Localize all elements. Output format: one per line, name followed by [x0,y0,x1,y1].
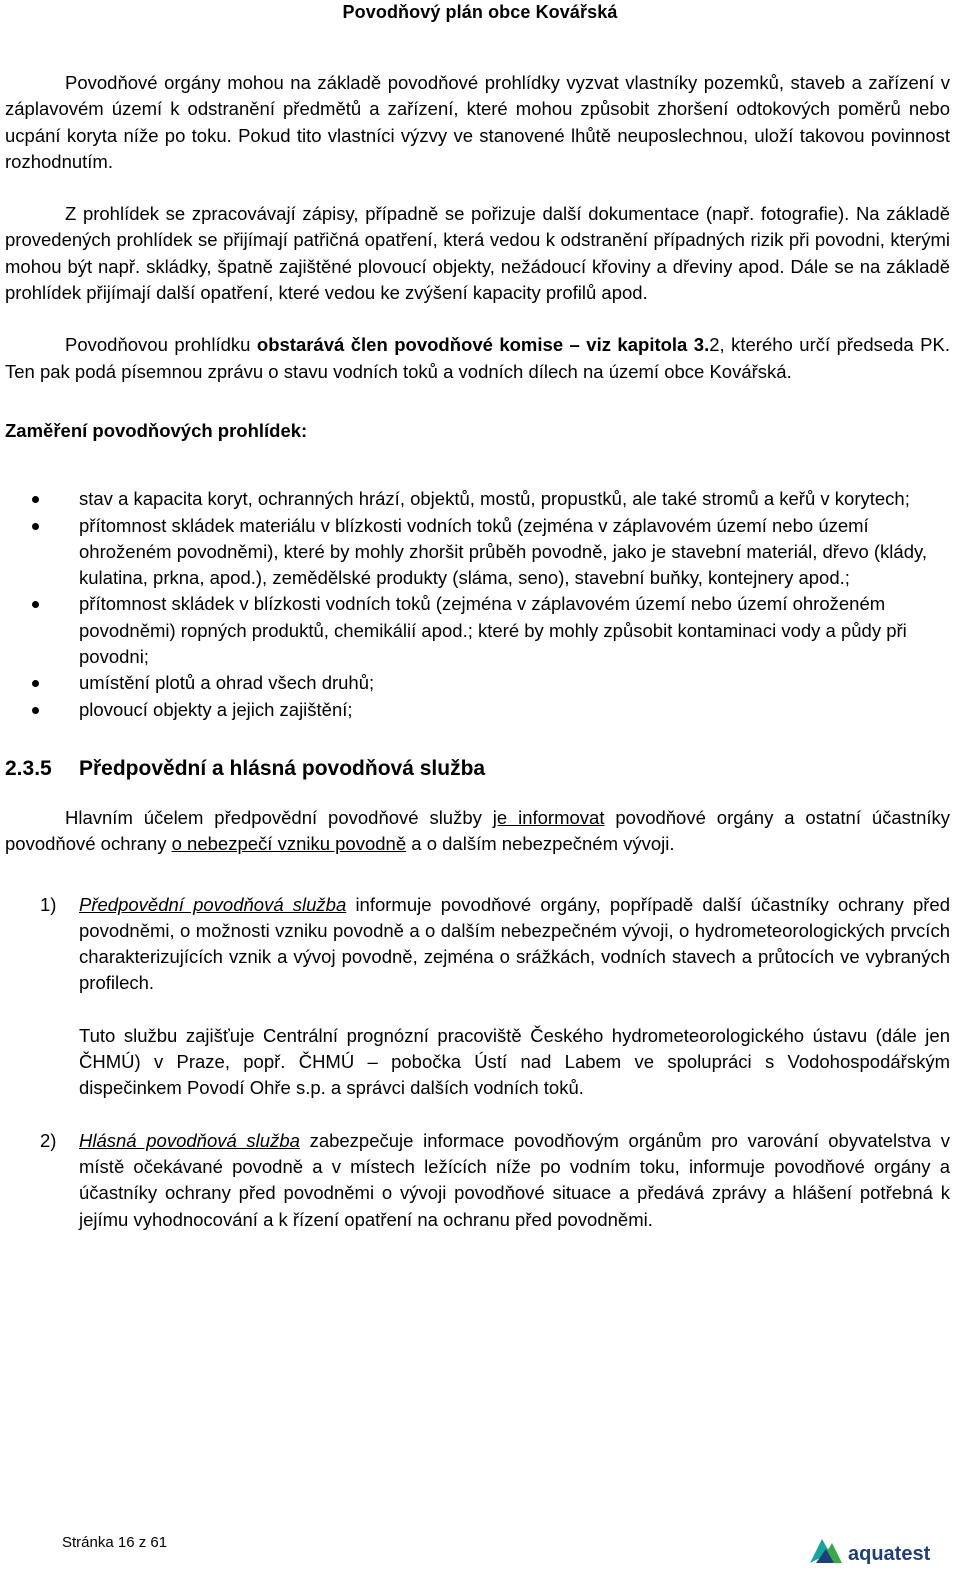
list-item: stav a kapacita koryt, ochranných hrází, objektů, mostů, propustků, ale také stromů a keřů v korytech; [5,486,950,512]
bullet-icon [32,523,39,530]
list-item-forecast-service: 1) Předpovědní povodňová služba informuje povodňové orgány, popřípadě další účastníky ochrany před povodněmi, o možnosti vzniku povodně a o dalším nebezpečném vývoji, o hydrometeorologických prvcích charakterizujících vznik a vývoj povodně, zejména o srážkách, vodních stavech a průtocích ve vybraných profilech. Tuto službu zajišťuje Centrální prognózní pracoviště Českého hydrometeorologického ústavu (dále jen ČHMÚ) v Praze, popř. ČHMÚ – pobočka Ústí nad Labem ve spolupráci s Vodohospodářským dispečinkem Povodí Ohře s.p. a správci dalších vodních toků. [5,892,950,1102]
paragraph-forecast-purpose: Hlavním účelem předpovědní povodňové služby je informovat povodňové orgány a ostatní účastníky povodňové ochrany o nebezpečí vzniku povodně a o dalším nebezpečném vývoji. [5,806,951,855]
bullet-icon [32,680,39,687]
p3-text-rest: , kterého určí předseda PK. Ten pak podá písemnou zprávu o stavu vodních toků a vodních dílech na území obce Kovářská. [5,334,950,382]
p3-text-chapter: 2 [709,334,720,356]
section-title: Předpovědní a hlásná povodňová služba [79,756,486,780]
section-number: 2.3.5 [5,756,52,780]
paragraph-inspection-records: Z prohlídek se zpracovávají zápisy, případně se pořizuje další dokumentace (např. fotografie). Na základě provedených prohlídek se přijímají patřičná opatření, která vedou k odstranění případných rizik při povodni, kterými mohou být např. skládky, špatně zajištěné plovoucí objekty, nežádoucí křoviny a dřeviny apod. Dále se na základě prohlídek přijímají další opatření, které vedou ke zvýšení kapacity profilů apod. [5,203,950,304]
paragraph-inspection-responsible [5,332,950,385]
list-item: plovoucí objekty a jejich zajištění; [5,697,950,723]
list-item-warning-service: 2) Hlásná povodňová služba zabezpečuje informace povodňovým orgánům pro varování obyvatelstva v místě očekávané povodně a v místech ležících níže po vodním toku, informuje povodňové orgány a účastníky ochrany před povodněmi o vývoji povodňové situace a předává zprávy a hlášení potřebná k jejímu vyhodnocování a k řízení opatření na ochranu před povodněmi. [40,1129,950,1230]
underlined-phrase: je informovat [492,806,605,828]
p3-text-a: Povodňovou prohlídku [65,334,257,356]
logo-mark-icon [810,1539,842,1563]
term-forecast-service: Předpovědní povodňová služba [79,893,347,915]
page-header-title: Povodňový plán obce Kovářská [342,2,618,22]
focus-list [5,486,950,723]
list-item: přítomnost skládek materiálu v blízkosti vodních toků (zejména v záplavovém území nebo území ohroženém povodněmi), které by mohly zhoršit průběh povodně, jako je stavební materiál, dřevo (klády, kulatina, prkna, apod.), zemědělské produkty (sláma, seno), stavební buňky, kontejnery apod.; [5,513,950,592]
list-item: umístění plotů a ohrad všech druhů; [5,670,950,696]
page-number: Stránka 16 z 61 [62,1534,168,1551]
underlined-phrase: o nebezpečí vzniku povodně [171,833,407,855]
paragraph-inspection-call: Povodňové orgány mohou na základě povodňové prohlídky vyzvat vlastníky pozemků, staveb a zařízení v záplavovém území k odstranění předmětů a zařízení, které mohou způsobit zhoršení odtokových poměrů nebo ucpání koryta níže po toku. Pokud tito vlastníci výzvy ve stanovené lhůtě neuposlechnou, uloží takovou povinnost rozhodnutím. [5,72,950,172]
bullet-icon [32,496,39,503]
focus-heading: Zaměření povodňových prohlídek: [5,419,308,441]
term-warning-service: Hlásná povodňová služba [79,1129,300,1151]
services-list [5,892,950,1233]
list-item: přítomnost skládek v blízkosti vodních toků (zejména v záplavovém území nebo území ohroženém povodněmi) ropných produktů, chemikálií apod.; které by mohly způsobit kontaminaci vody a půdy při povodni; [5,591,950,670]
forecast-service-note: Tuto službu zajišťuje Centrální prognózní pracoviště Českého hydrometeorologického ústavu (dále jen ČHMÚ) v Praze, popř. ČHMÚ – pobočka Ústí nad Labem ve spolupráci s Vodohospodářským dispečinkem Povodí Ohře s.p. a správci dalších vodních toků. [79,1024,950,1099]
section-heading [5,755,950,783]
list-marker: 2) [40,1129,57,1151]
logo-text: aquatest [848,1543,931,1565]
document-body [5,70,950,1233]
aquatest-logo [808,1533,944,1569]
p3-text-bold: obstarává člen povodňové komise – viz kapitola 3. [256,334,710,356]
bullet-icon [32,707,39,714]
list-marker: 1) [40,893,57,915]
bullet-icon [32,601,39,608]
